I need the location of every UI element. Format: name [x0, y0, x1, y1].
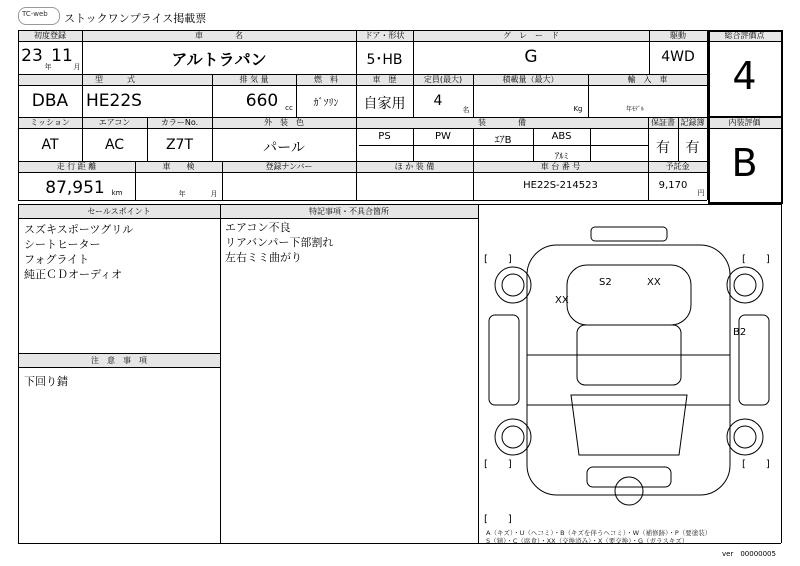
model-value: HE22S — [86, 91, 142, 111]
displacement-unit: cc — [285, 104, 293, 112]
grade-value: G — [524, 47, 538, 67]
label-model: 型 式 — [95, 75, 135, 84]
mileage-unit: km — [111, 189, 123, 197]
record-book-value: 有 — [685, 140, 700, 156]
label-interior-score: 内装評価 — [728, 118, 761, 127]
notes-header: 特記事項・不具合箇所 — [309, 207, 389, 216]
model-prefix-value: DBA — [31, 91, 69, 111]
first-reg-month: 11 — [51, 46, 73, 66]
capacity-value: 4 — [433, 93, 443, 109]
label-fuel: 燃 料 — [314, 75, 338, 84]
legend-line-1: A（キズ）・U（ヘコミ）・B（キズを伴うヘコミ）・W（補修跡）・P（要塗装） — [486, 529, 712, 537]
equip-airbag: ｴｱB — [494, 135, 512, 146]
label-load: 積載量（最大） — [502, 75, 559, 84]
sales-points-list — [24, 222, 133, 282]
warranty-value: 有 — [656, 140, 670, 156]
notes-list — [225, 220, 333, 265]
damage-mark-s2: S2 — [599, 277, 612, 288]
equip-alloy: ｱﾙﾐ — [554, 152, 569, 162]
equip-ps: PS — [378, 131, 391, 142]
label-warranty: 保証書 — [651, 118, 675, 127]
label-overall-score: 総合評価点 — [724, 31, 765, 40]
label-door-shape: ドア・形状 — [364, 31, 405, 40]
label-exterior: 外 装 色 — [264, 118, 304, 127]
chassis-no-value: HE22S-214523 — [523, 180, 598, 191]
version-label: ver 00000005 — [722, 550, 776, 558]
inspection-month-unit: 月 — [210, 190, 218, 198]
legend-line-2: S（錆）・C（腐食）・XX（交換済み）・X（要交換）・G（ガラスキズ） — [486, 537, 689, 545]
fuel-value: ｶﾞｿﾘﾝ — [313, 98, 339, 109]
inspection-year-unit: 年 — [178, 190, 186, 198]
first-reg-month-unit: 月 — [73, 63, 81, 71]
label-mission: ミッション — [30, 118, 70, 127]
capacity-unit: 名 — [462, 106, 470, 114]
price-value: 9,170 — [658, 180, 688, 191]
label-usage: 車 歴 — [372, 75, 397, 84]
label-other-equipment: ほ か 装 備 — [394, 162, 435, 171]
damage-mark-xx-top: XX — [647, 277, 661, 288]
import-model-year-label: 年ﾓﾃﾞﾙ — [625, 106, 644, 113]
label-car-name: 車 名 — [195, 31, 243, 40]
list-item: 下回り錆 — [24, 375, 68, 388]
list-item: 純正ＣＤオーディオ — [24, 268, 123, 281]
color-no-value: Z7T — [165, 137, 194, 153]
label-price: 予託金 — [665, 162, 690, 171]
label-grade: グ レ ー ド — [503, 31, 559, 40]
bracket-bottom-right: [ ] — [742, 459, 770, 470]
bracket-top-right: [ ] — [742, 254, 770, 265]
label-aircon: エアコン — [98, 118, 131, 127]
usage-value: 自家用 — [363, 96, 406, 112]
equip-pw: PW — [435, 131, 451, 142]
list-item: シートヒーター — [24, 238, 101, 251]
first-reg-year-unit: 年 — [44, 63, 52, 71]
label-first-reg: 初度登録 — [34, 31, 66, 40]
car-name-value: アルトラパン — [171, 50, 267, 69]
caution-list — [24, 374, 68, 389]
door-value: 5･HB — [366, 52, 403, 68]
overall-score-value: 4 — [732, 54, 757, 98]
bracket-bottom-left: [ ] — [484, 459, 512, 470]
label-equipment: 装 備 — [478, 118, 526, 127]
bracket-top-left: [ ] — [484, 254, 512, 265]
interior-score-value: B — [731, 141, 758, 185]
label-displacement: 排 気 量 — [239, 75, 269, 84]
list-item: エアコン不良 — [225, 221, 291, 234]
drive-value: 4WD — [661, 49, 695, 65]
label-reg-number: 登録ナンバー — [265, 162, 313, 171]
displacement-value: 660 — [245, 91, 279, 111]
car-damage-diagram — [479, 205, 780, 543]
label-color-no: カラーNo. — [160, 118, 199, 127]
document-title: ストックワンプライス掲載票 — [64, 12, 207, 25]
exterior-value: パール — [263, 140, 305, 156]
label-drive: 駆動 — [670, 31, 686, 40]
list-item: スズキスポーツグリル — [24, 223, 134, 236]
logo-text: TC-web — [22, 10, 48, 18]
mission-value: AT — [41, 137, 59, 153]
list-item: 左右ミミ曲がり — [225, 251, 302, 264]
bracket-bottom: [ ] — [484, 514, 512, 525]
label-inspection: 車 検 — [162, 162, 195, 171]
damage-mark-b2: B2 — [733, 327, 747, 338]
load-unit: Kg — [573, 105, 583, 113]
mileage-value: 87,951 — [45, 178, 105, 198]
label-import: 輸 入 車 — [627, 75, 668, 84]
price-unit: 円 — [697, 189, 705, 197]
label-mileage: 走 行 距 離 — [56, 162, 97, 171]
label-record-book: 記録簿 — [680, 118, 705, 127]
equip-abs: ABS — [551, 131, 572, 142]
label-capacity: 定員(最大) — [423, 75, 463, 84]
sales-points-header: セールスポイント — [87, 207, 151, 216]
list-item: リアバンパー下部割れ — [225, 236, 334, 249]
damage-mark-xx-left: XX — [555, 295, 569, 306]
aircon-value: AC — [104, 137, 125, 153]
label-chassis-no: 車 台 番 号 — [540, 162, 581, 171]
list-item: フォグライト — [24, 253, 90, 266]
first-reg-year: 23 — [21, 46, 43, 66]
caution-header: 注 意 事 項 — [91, 356, 147, 365]
